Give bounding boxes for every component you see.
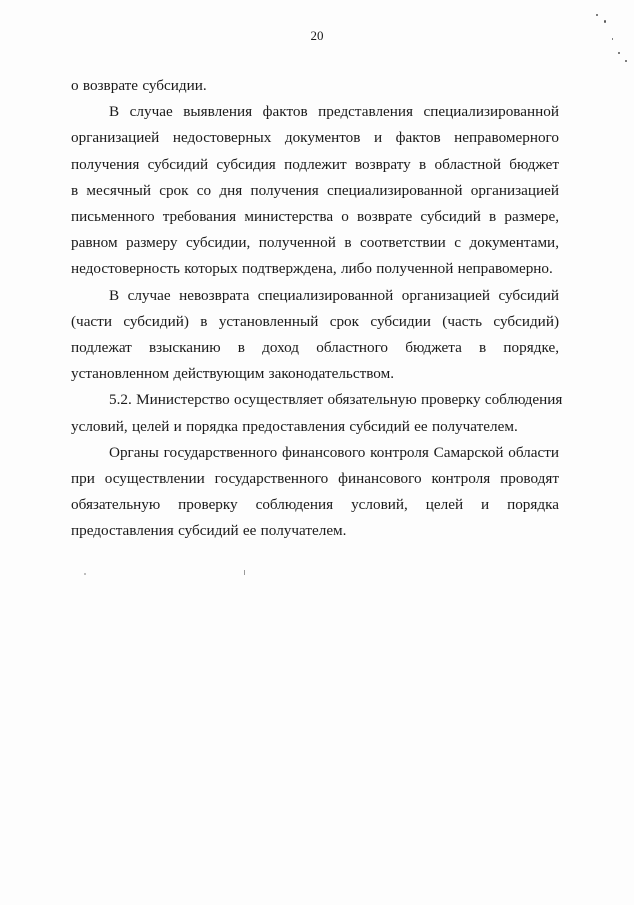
page-number: 20 (310, 28, 324, 43)
text-line: условий, целей и порядка предоставления субсидий ее получателем. (71, 417, 518, 435)
text-line: организацией недостоверных документов и фактов неправомерного (71, 129, 559, 147)
paragraph-clause-5-2 (71, 387, 563, 439)
paragraph-continuation (71, 73, 559, 99)
text-line: обязательную проверку соблюдения условий, целей и порядка (71, 496, 559, 514)
scan-speck (244, 570, 245, 575)
text-line: при осуществлении государственного финансового контроля проводят (71, 470, 559, 488)
text-line: Органы государственного финансового контроля Самарской области (109, 443, 559, 461)
document-body (71, 73, 563, 545)
text-line: в месячный срок со дня получения специализированной организацией (71, 181, 559, 199)
text-line: В случае выявления фактов представления специализированной (109, 103, 559, 121)
text-line: подлежат взысканию в доход областного бюджета в порядке, (71, 339, 559, 357)
scan-speck (618, 52, 620, 54)
text-line: о возврате субсидии. (71, 77, 207, 94)
text-line: письменного требования министерства о возврате субсидий в размере, (71, 208, 559, 226)
paragraph-financial-control (71, 440, 559, 545)
text-line: недостоверность которых подтверждена, либо полученной неправомерно. (71, 260, 553, 278)
text-line: предоставления субсидий ее получателем. (71, 522, 347, 540)
scan-speck (625, 60, 627, 62)
text-line: В случае невозврата специализированной организацией субсидий (109, 286, 559, 304)
text-line: (части субсидий) в установленный срок субсидии (часть субсидий) (71, 312, 559, 330)
scan-speck (604, 20, 606, 23)
text-line: 5.2. Министерство осуществляет обязательную проверку соблюдения (109, 391, 563, 409)
scan-speck (612, 38, 613, 40)
text-line: установленном действующим законодательством. (71, 365, 395, 383)
scan-speck (596, 14, 598, 16)
paragraph-non-return-recovery (71, 283, 559, 388)
text-line: равном размеру субсидии, полученной в соответствии с документами, (71, 234, 559, 252)
paragraph-refund-false-documents (71, 99, 559, 282)
text-line: получения субсидий субсидия подлежит возврату в областной бюджет (71, 155, 559, 173)
scan-speck (84, 573, 86, 575)
